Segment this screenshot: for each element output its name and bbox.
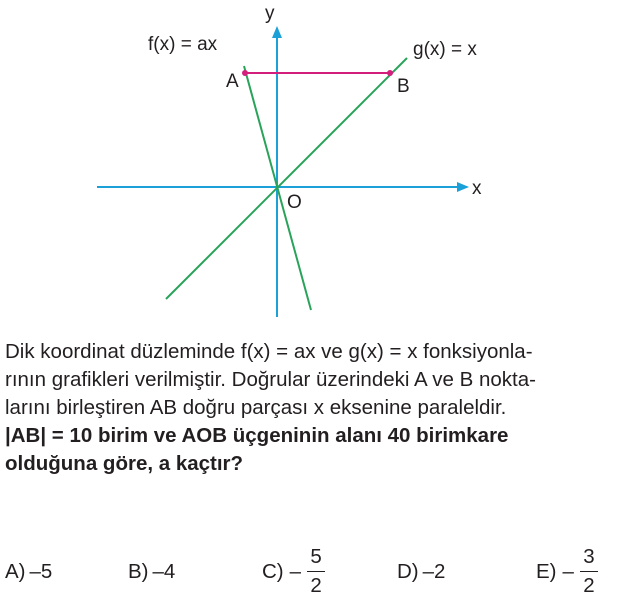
question-line: rının grafikleri verilmiştir. Doğrular üzerindeki A ve B nokta-: [5, 368, 536, 391]
g-function-label: g(x) = x: [413, 39, 477, 60]
choice-label: E): [536, 559, 557, 583]
point-a-label: A: [226, 71, 239, 92]
question-bold-line: |AB| = 10 birim ve AOB üçgeninin alanı 40 birimkare: [5, 424, 509, 447]
choice-sign: –: [289, 559, 302, 583]
choice-label: A): [5, 559, 26, 583]
question-text: [5, 338, 620, 478]
choice-b[interactable]: [128, 538, 175, 605]
question-line: Dik koordinat düzleminde f(x) = ax ve g(x) = x fonksiyonla-: [5, 340, 533, 363]
point-b-dot: [387, 70, 393, 76]
g-line: [166, 58, 407, 299]
choice-value: –4: [152, 559, 176, 583]
choice-value: –2: [422, 559, 446, 583]
y-axis-label: y: [265, 3, 275, 24]
x-axis-label: x: [472, 178, 482, 199]
origin-label: O: [287, 192, 302, 213]
point-a-dot: [242, 70, 248, 76]
f-function-label: f(x) = ax: [148, 34, 218, 55]
choice-fraction: [580, 547, 598, 596]
choice-value: –5: [29, 559, 53, 583]
choice-fraction: [307, 547, 325, 596]
choice-e[interactable]: [536, 538, 598, 605]
fraction-numerator: 3: [583, 545, 595, 568]
choice-label: C): [262, 559, 284, 583]
choice-label: D): [397, 559, 419, 583]
fraction-numerator: 5: [310, 545, 322, 568]
question-line: larını birleştiren AB doğru parçası x eksenine paraleldir.: [5, 396, 507, 419]
choice-d[interactable]: [397, 538, 445, 605]
fraction-denominator: 2: [583, 573, 595, 597]
choice-label: B): [128, 559, 149, 583]
choice-a[interactable]: [5, 538, 52, 605]
choice-sign: –: [562, 559, 574, 583]
point-b-label: B: [397, 76, 410, 97]
question-bold-line: olduğuna göre, a kaçtır?: [5, 452, 244, 475]
fraction-denominator: 2: [310, 573, 322, 597]
choice-c[interactable]: [262, 538, 325, 605]
answer-choices: [0, 538, 625, 605]
